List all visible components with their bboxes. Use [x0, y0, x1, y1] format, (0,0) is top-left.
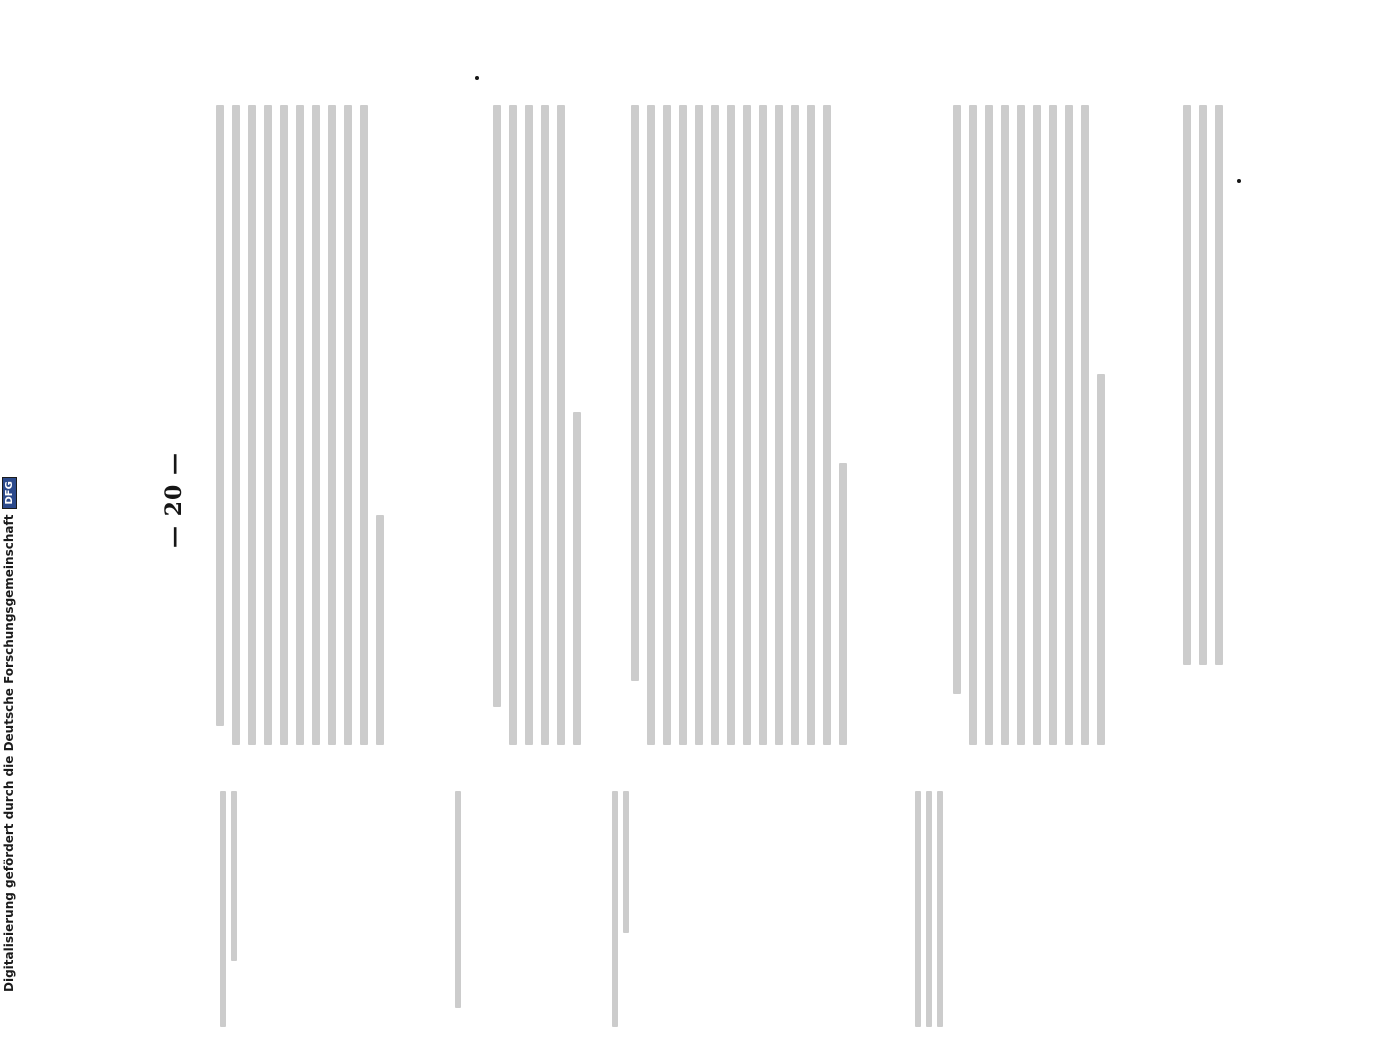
sidenote	[910, 791, 948, 1027]
digitization-credit	[0, 52, 20, 992]
credit-text: Digitalisierung gefördert durch die Deutsche Forschungsgemeinschaft	[2, 514, 16, 992]
print-dot	[1237, 179, 1241, 183]
dfg-logo: DFG	[2, 477, 17, 508]
page-number: — 20 —	[161, 452, 187, 548]
sidenote	[607, 791, 634, 1027]
sidenote	[215, 791, 242, 1027]
paragraph	[623, 105, 855, 745]
page-sheet	[145, 25, 1275, 1045]
page-number-value: 20	[161, 483, 187, 517]
paragraph	[945, 105, 1113, 745]
paragraph	[485, 105, 589, 745]
paragraph	[1175, 105, 1231, 665]
sidenote	[450, 791, 466, 1027]
print-dot	[475, 76, 479, 80]
paragraph	[208, 105, 392, 745]
